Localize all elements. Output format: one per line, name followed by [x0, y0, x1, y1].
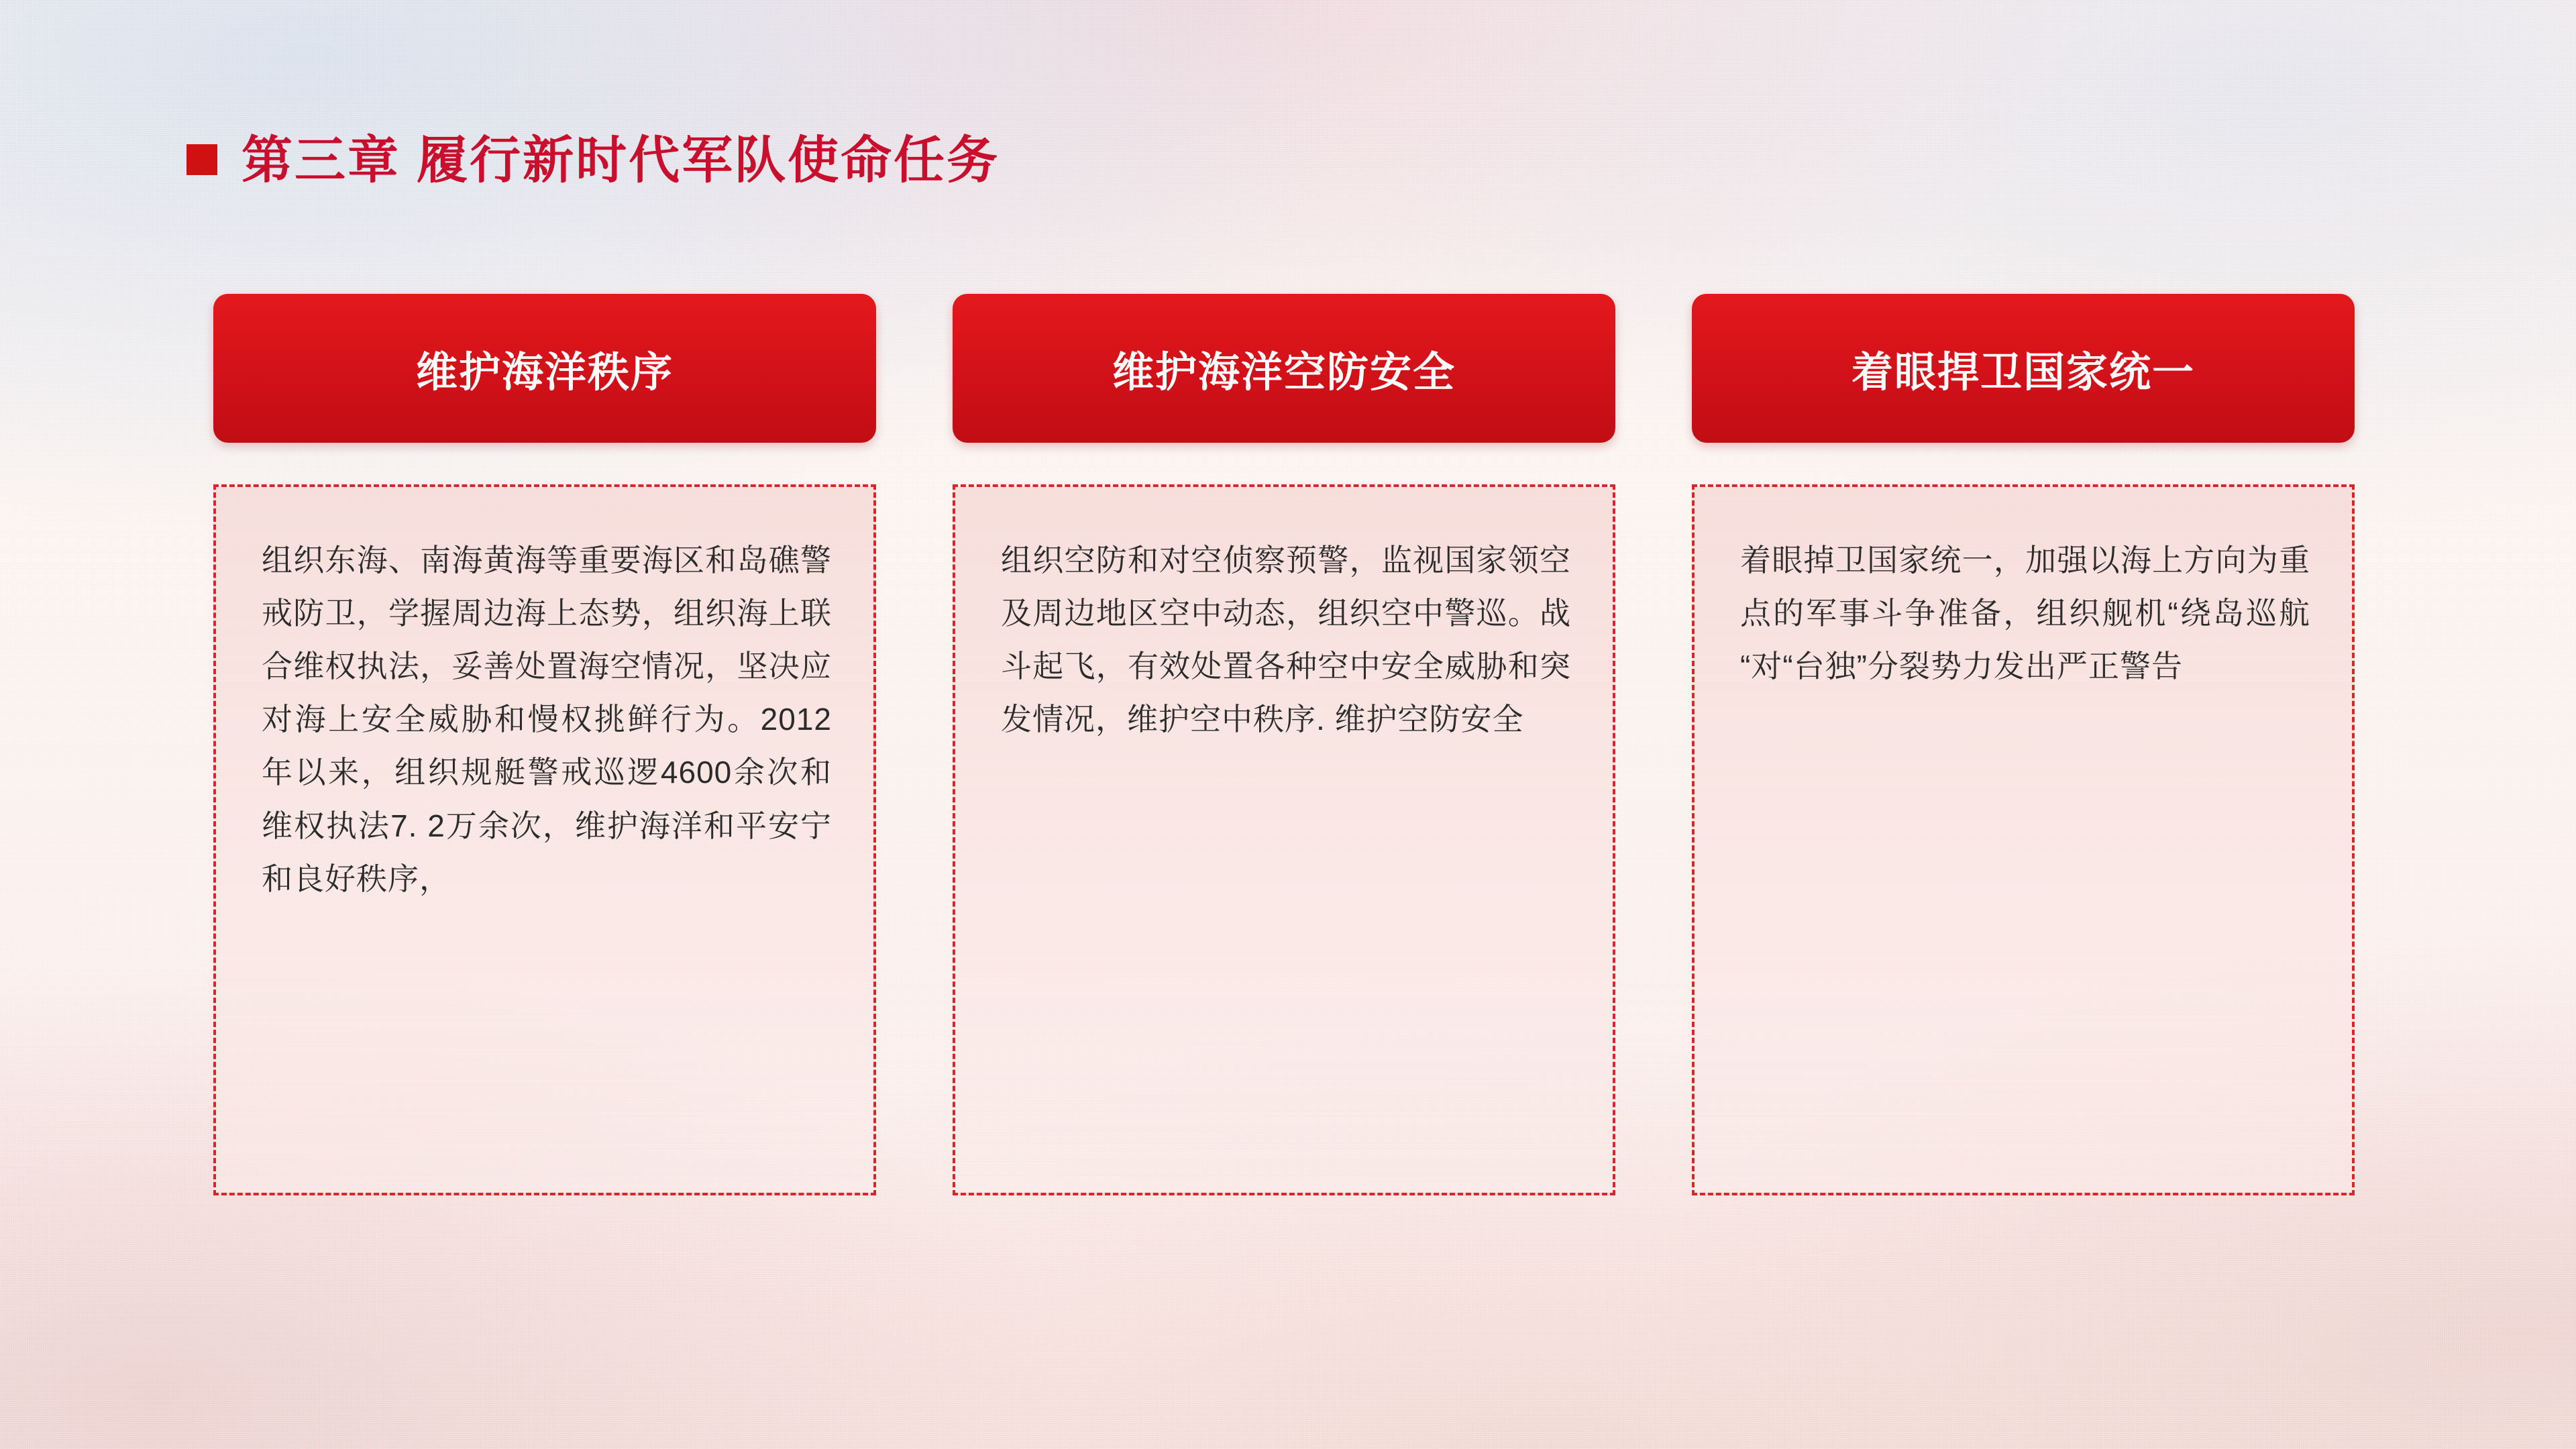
column-3-header[interactable] [1692, 294, 2355, 443]
column-3-header-label: 着眼捍卫国家统一 [1851, 349, 2195, 396]
column-1-body-text: 组织东海、南海黄海等重要海区和岛礁警戒防卫，学握周边海上态势，组织海上联合维权执法，妥善处置海空情况，坚决应对海上安全威胁和慢权挑鲜行为。2012年以来，组织规艇警戒巡逻4600余次和维权执法7. 2万余次，维护海洋和平安宁和良好秩序， [262, 543, 832, 896]
column-1-header[interactable] [213, 294, 876, 443]
column-1-header-label: 维护海洋秩序 [415, 349, 674, 396]
column-2-header[interactable] [953, 294, 1615, 443]
column-2 [953, 294, 1615, 1195]
column-2-body [953, 484, 1615, 1195]
page-title [186, 119, 1000, 193]
column-1 [213, 294, 876, 1195]
column-2-header-label: 维护海洋空防安全 [1112, 349, 1456, 396]
column-2-body-text: 组织空防和对空侦察预警，监视国家领空及周边地区空中动态，组织空中警巡。战斗起飞，有效处置各种空中安全威胁和突发情况，维护空中秩序. 维护空防安全 [1001, 543, 1571, 737]
column-3 [1692, 294, 2355, 1195]
square-bullet-icon [186, 144, 217, 175]
column-3-body-text: 着眼掉卫国家统一，加强以海上方向为重点的军事斗争准备，组织舰机“绕岛巡航“对“台独”分裂势力发出严正警告 [1740, 543, 2310, 684]
page-title-text: 第三章 履行新时代军队使命任务 [241, 132, 1000, 189]
content-columns [213, 294, 2394, 1195]
column-3-body [1692, 484, 2355, 1195]
column-1-body [213, 484, 876, 1195]
